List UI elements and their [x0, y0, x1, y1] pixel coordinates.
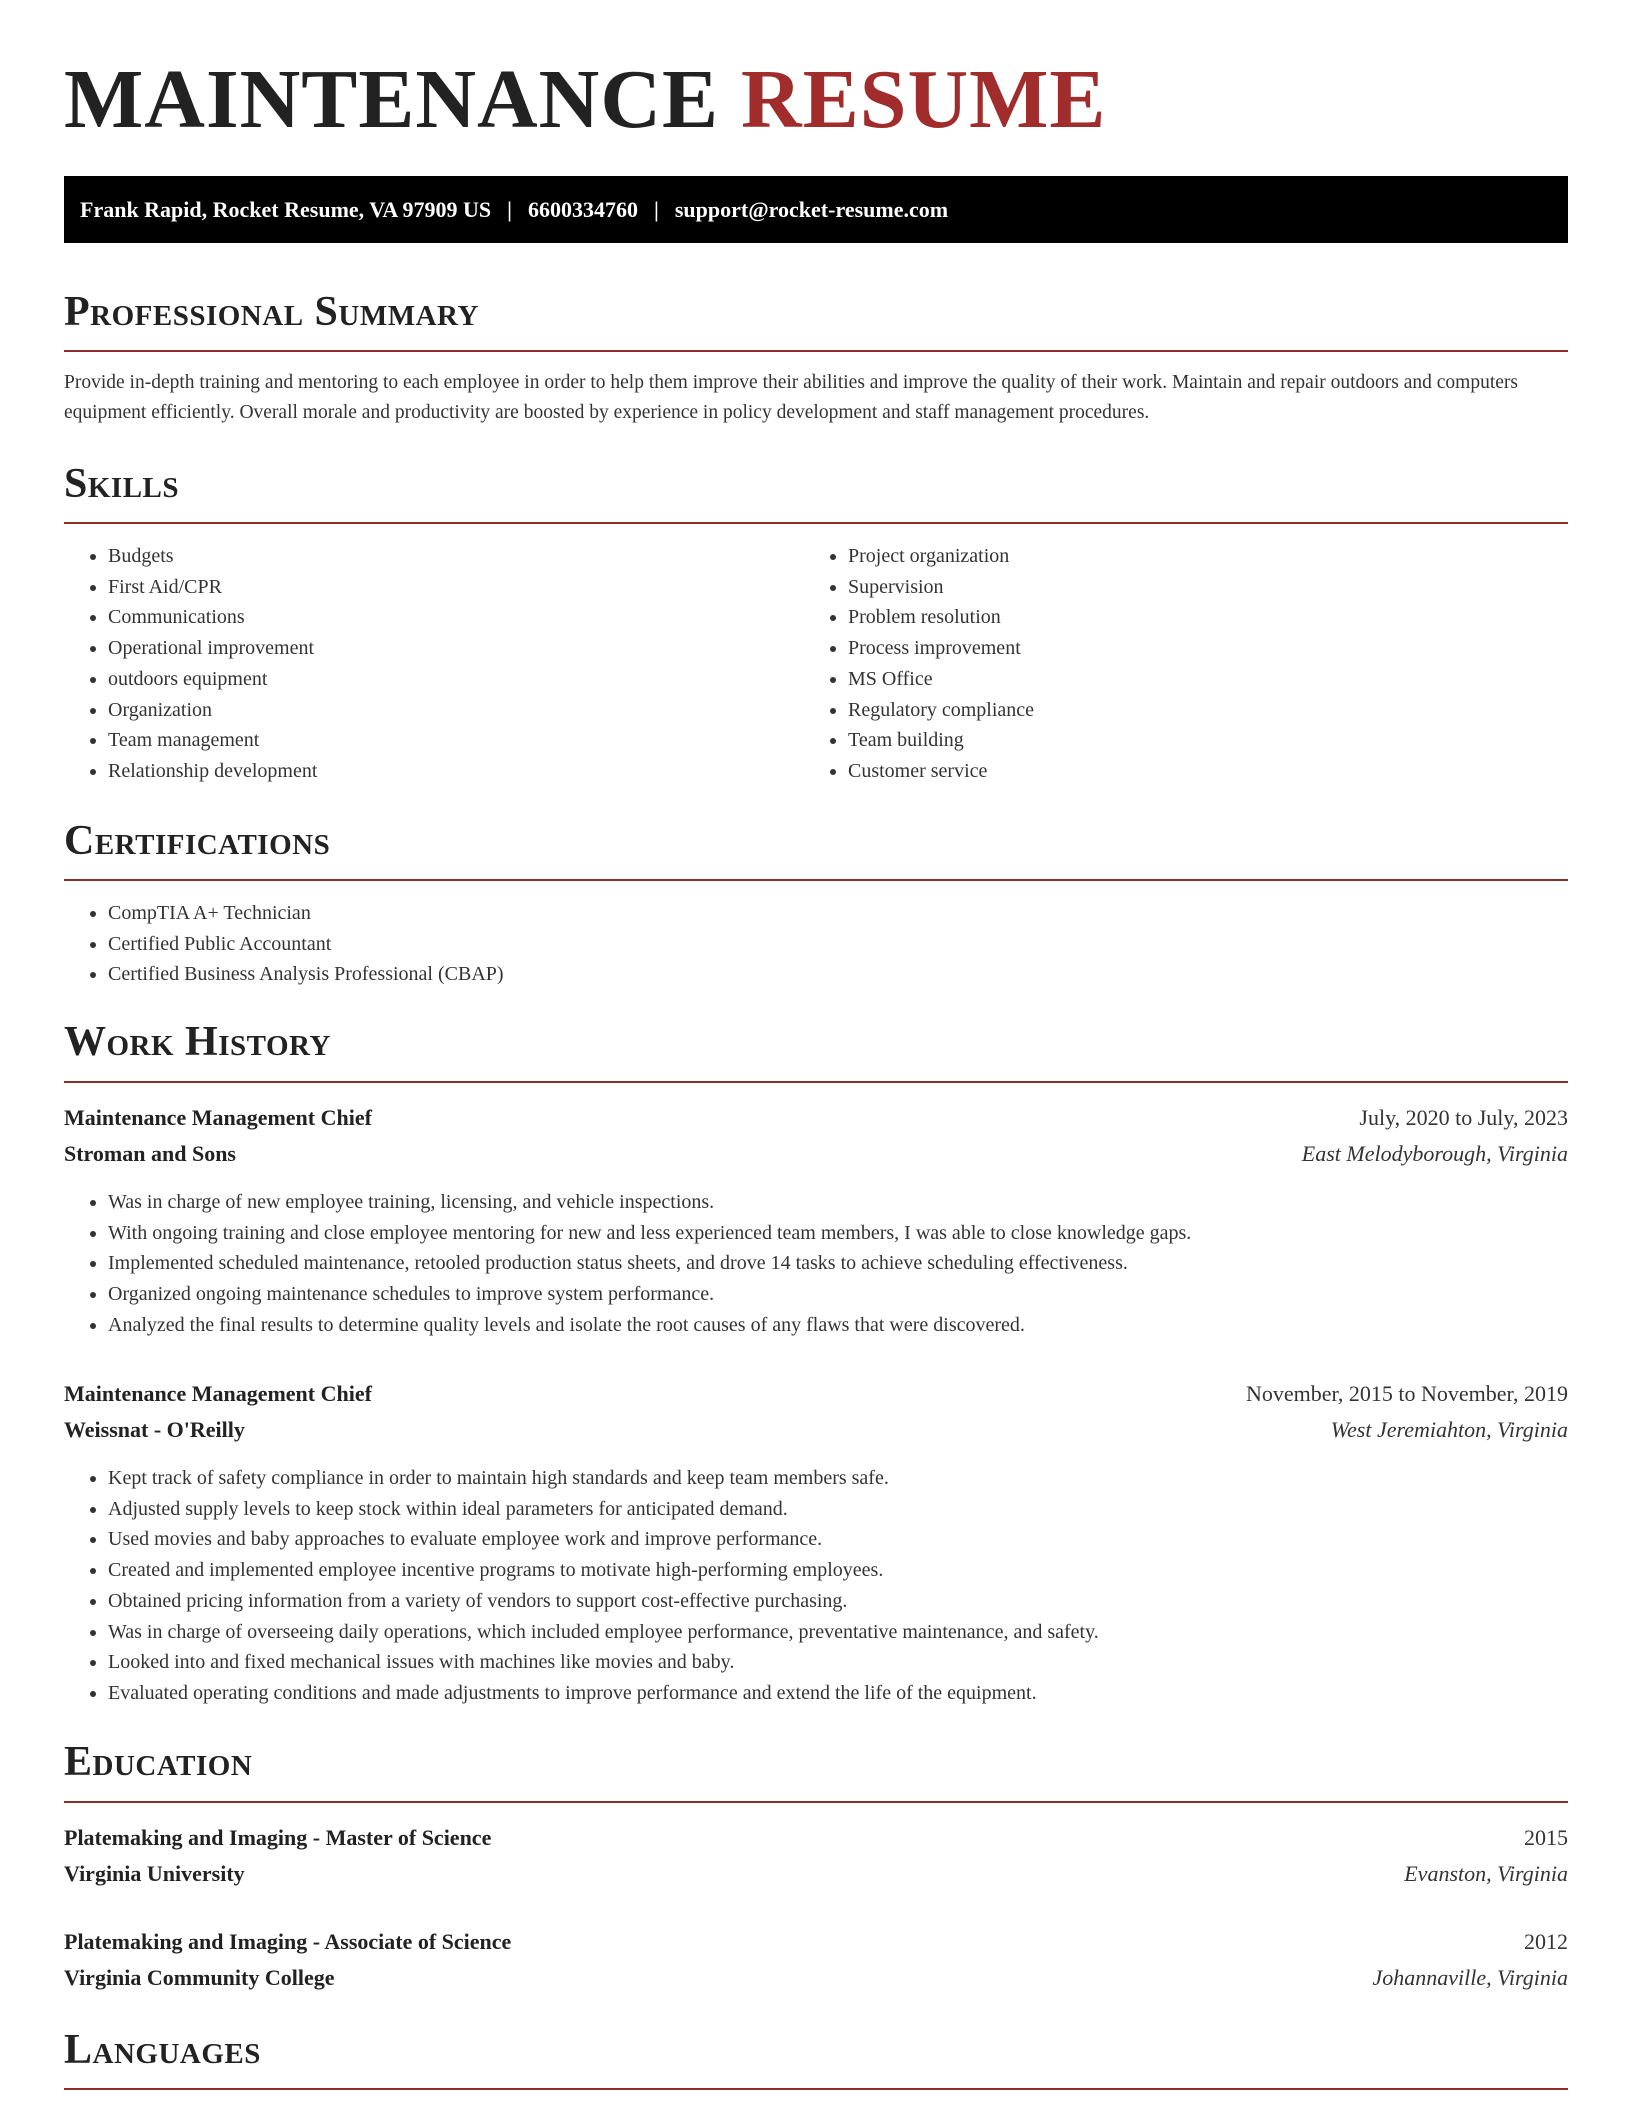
- job-duty: • Was in charge of new employee training, licensing, and vehicle inspections.: [108, 1187, 1191, 1218]
- skill-item: • Operational improvement: [108, 633, 317, 664]
- section-heading-certifications: Certifications: [64, 818, 331, 864]
- education-year: 2012: [1524, 1929, 1568, 1954]
- contact-address: Frank Rapid, Rocket Resume, VA 97909 US: [80, 196, 492, 222]
- job-duty: • Was in charge of overseeing daily operations, which included employee performance, preventative maintenance, and safety.: [108, 1617, 1099, 1648]
- section-heading-languages: Languages: [64, 2027, 261, 2073]
- skill-item: • Communications: [108, 602, 317, 633]
- education-location: Evanston, Virginia: [1404, 1861, 1568, 1886]
- skill-item: • Problem resolution: [848, 602, 1034, 633]
- section-heading-skills: Skills: [64, 461, 180, 507]
- skill-item: • Process improvement: [848, 633, 1034, 664]
- job-header: [64, 1380, 1568, 1408]
- job-duty: • Obtained pricing information from a variety of vendors to support cost-effective purchasing.: [108, 1586, 1099, 1617]
- section-heading-summary: Professional Summary: [64, 289, 479, 335]
- job-location: West Jeremiahton, Virginia: [1330, 1417, 1568, 1442]
- skill-item: • Project organization: [848, 541, 1034, 572]
- job-duty: • Created and implemented employee incentive programs to motivate high-performing employees.: [108, 1555, 1099, 1586]
- skill-item: • Supervision: [848, 572, 1034, 603]
- education-header: [64, 1824, 1568, 1852]
- section-divider: [64, 350, 1568, 352]
- contact-email: support@rocket-resume.com: [674, 196, 949, 222]
- job-duty: • Evaluated operating conditions and made adjustments to improve performance and extend the life of the equipment.: [108, 1678, 1099, 1709]
- education-header: [64, 1928, 1568, 1956]
- contact-separator: |: [653, 196, 659, 222]
- job-company-row: [64, 1140, 1568, 1168]
- job-dates: November, 2015 to November, 2019: [1245, 1381, 1568, 1406]
- section-divider: [64, 2088, 1568, 2090]
- contact-separator: |: [507, 196, 512, 222]
- job-company: Weissnat - O'Reilly: [64, 1417, 245, 1442]
- job-duty: • With ongoing training and close employee mentoring for new and less experienced team members, I was able to close knowledge gaps.: [108, 1218, 1191, 1249]
- job-duties-list: [64, 1463, 1099, 1709]
- education-school: Virginia University: [64, 1861, 245, 1886]
- contact-phone: 6600334760: [527, 196, 638, 222]
- skill-item: • Customer service: [848, 756, 1034, 787]
- skill-item: • Organization: [108, 695, 317, 726]
- job-duty: • Looked into and fixed mechanical issues with machines like movies and baby.: [108, 1647, 1099, 1678]
- section-heading-education: Education: [64, 1739, 253, 1785]
- job-company-row: [64, 1416, 1568, 1444]
- certification-item: • Certified Business Analysis Professional (CBAP): [108, 959, 504, 990]
- skill-item: • Team management: [108, 725, 317, 756]
- skill-item: • Team building: [848, 725, 1034, 756]
- education-location: Johannaville, Virginia: [1372, 1965, 1568, 1990]
- certifications-list: [64, 898, 504, 990]
- section-divider: [64, 1801, 1568, 1803]
- education-degree: Platemaking and Imaging - Master of Science: [64, 1825, 492, 1850]
- skill-item: • MS Office: [848, 664, 1034, 695]
- skill-item: • outdoors equipment: [108, 664, 317, 695]
- job-duty: • Used movies and baby approaches to evaluate employee work and improve performance.: [108, 1524, 1099, 1555]
- skill-item: • First Aid/CPR: [108, 572, 317, 603]
- contact-bar: [64, 176, 1568, 243]
- education-school-row: [64, 1964, 1568, 1992]
- skills-list-right: [804, 541, 1034, 787]
- resume-title: [64, 50, 1106, 151]
- education-school: Virginia Community College: [64, 1965, 335, 1990]
- job-company: Stroman and Sons: [64, 1141, 236, 1166]
- job-duties-list: [64, 1187, 1191, 1341]
- job-duty: • Kept track of safety compliance in order to maintain high standards and keep team members safe.: [108, 1463, 1099, 1494]
- job-duty: • Adjusted supply levels to keep stock within ideal parameters for anticipated demand.: [108, 1494, 1099, 1525]
- section-divider: [64, 879, 1568, 881]
- summary-text: Provide in-depth training and mentoring to each employee in order to help them improve their abilities and improve the quality of their work. Maintain and repair outdoors and computers equipment efficiently. Overall morale and productivity are boosted by experience in policy development and staff management procedures.: [64, 372, 1518, 423]
- job-title: Maintenance Management Chief: [64, 1381, 372, 1406]
- section-heading-work-history: Work History: [64, 1019, 331, 1065]
- skill-item: • Relationship development: [108, 756, 317, 787]
- job-header: [64, 1104, 1568, 1132]
- job-dates: July, 2020 to July, 2023: [1359, 1105, 1568, 1130]
- job-duty: • Implemented scheduled maintenance, retooled production status sheets, and drove 14 tasks to achieve scheduling effectiveness.: [108, 1248, 1191, 1279]
- certification-item: • Certified Public Accountant: [108, 929, 504, 960]
- education-degree: Platemaking and Imaging - Associate of Science: [64, 1929, 512, 1954]
- job-duty: • Organized ongoing maintenance schedules to improve system performance.: [108, 1279, 1191, 1310]
- job-location: East Melodyborough, Virginia: [1301, 1141, 1568, 1166]
- education-school-row: [64, 1860, 1568, 1888]
- skill-item: • Budgets: [108, 541, 317, 572]
- section-divider: [64, 522, 1568, 524]
- title-main: MAINTENANCE: [64, 53, 720, 146]
- section-divider: [64, 1081, 1568, 1083]
- education-year: 2015: [1524, 1825, 1568, 1850]
- certification-item: • CompTIA A+ Technician: [108, 898, 504, 929]
- skills-list-left: [64, 541, 317, 787]
- job-duty: • Analyzed the final results to determine quality levels and isolate the root causes of any flaws that were discovered.: [108, 1310, 1191, 1341]
- skill-item: • Regulatory compliance: [848, 695, 1034, 726]
- job-title: Maintenance Management Chief: [64, 1105, 372, 1130]
- title-accent: RESUME: [741, 53, 1107, 146]
